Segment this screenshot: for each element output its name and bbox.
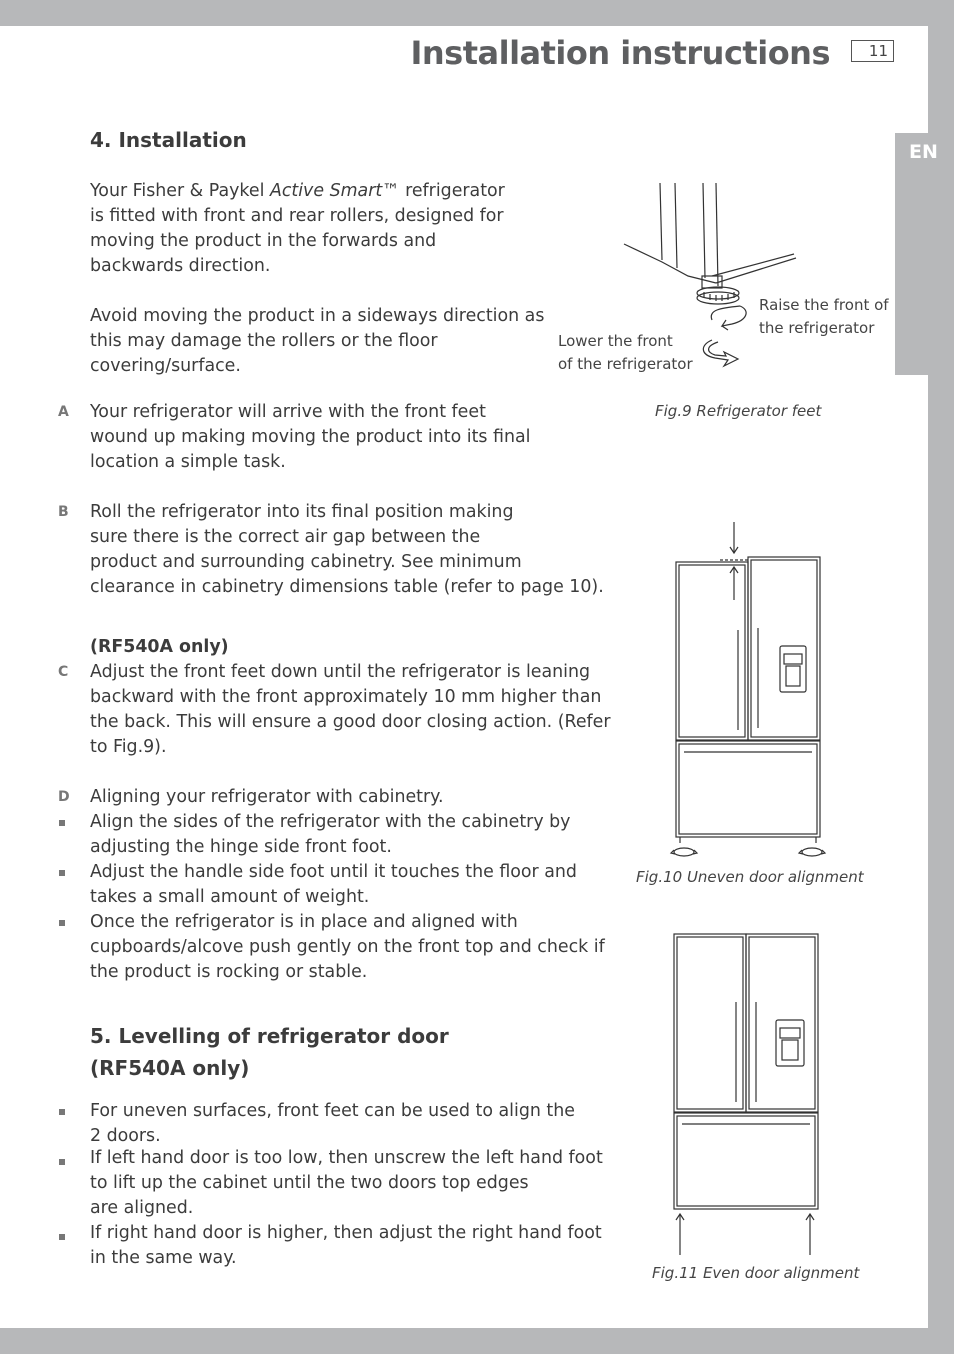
- step-d-text: Aligning your refrigerator with cabinetry.: [90, 787, 444, 807]
- section-4-heading: 4. Installation: [90, 128, 247, 152]
- step-c-marker: C: [58, 664, 69, 680]
- step-d-bullet-3: [90, 910, 605, 985]
- step-a-marker: A: [58, 404, 69, 420]
- bullet-line: 2 doors.: [90, 1126, 161, 1146]
- avoid-line: this may damage the rollers or the floor: [90, 331, 438, 351]
- step-a-line: location a simple task.: [90, 452, 286, 472]
- fig10-caption: Fig.10 Uneven door alignment: [636, 868, 864, 886]
- fig11-caption: Fig.11 Even door alignment: [652, 1264, 860, 1282]
- step-d-bullet-1: [90, 810, 570, 860]
- step-d-bullet-2: [90, 860, 577, 910]
- step-d-marker: D: [58, 789, 70, 805]
- section-5-bullet-1: [90, 1099, 575, 1149]
- step-c-text: [90, 660, 611, 760]
- bullet-marker: [59, 1159, 65, 1165]
- step-c-line: to Fig.9).: [90, 737, 167, 757]
- section-5-bullet-2: [90, 1146, 603, 1221]
- bullet-line: Once the refrigerator is in place and aligned with: [90, 912, 518, 932]
- step-b-line: product and surrounding cabinetry. See minimum: [90, 552, 522, 572]
- bullet-line: in the same way.: [90, 1248, 237, 1268]
- section-5-heading: [90, 1020, 449, 1084]
- intro-suffix: ™ refrigerator: [382, 181, 505, 201]
- step-a-line: Your refrigerator will arrive with the front feet: [90, 402, 486, 422]
- section-5-bullet-3: [90, 1221, 602, 1271]
- language-tab-label: EN: [909, 141, 938, 163]
- step-a-text: [90, 400, 530, 475]
- fig10-uneven-doors-illustration: [670, 520, 830, 865]
- raise-front-line: the refrigerator: [759, 319, 875, 337]
- lower-front-line: Lower the front: [558, 332, 673, 350]
- bullet-line: For uneven surfaces, front feet can be used to align the: [90, 1101, 575, 1121]
- intro-prefix: Your Fisher & Paykel: [90, 181, 270, 201]
- intro-line: backwards direction.: [90, 256, 271, 276]
- top-frame-bar: [0, 0, 954, 26]
- avoid-line: covering/surface.: [90, 356, 241, 376]
- bullet-line: the product is rocking or stable.: [90, 962, 368, 982]
- bullet-marker: [59, 1234, 65, 1240]
- avoid-line: Avoid moving the product in a sideways direction as: [90, 306, 545, 326]
- bullet-line: adjusting the hinge side front foot.: [90, 837, 392, 857]
- bullet-line: Align the sides of the refrigerator with the cabinetry by: [90, 812, 571, 832]
- step-c-line: the back. This will ensure a good door closing action. (Refer: [90, 712, 611, 732]
- raise-front-label: [759, 294, 889, 340]
- bullet-line: If left hand door is too low, then unscrew the left hand foot: [90, 1148, 603, 1168]
- step-c-line: backward with the front approximately 10 mm higher than: [90, 687, 602, 707]
- step-b-text: [90, 500, 604, 600]
- bullet-line: takes a small amount of weight.: [90, 887, 370, 907]
- intro-line: moving the product in the forwards and: [90, 231, 437, 251]
- section-5-heading-line: (RF540A only): [90, 1056, 250, 1080]
- step-b-line: sure there is the correct air gap between the: [90, 527, 481, 547]
- bullet-line: If right hand door is higher, then adjust the right hand foot: [90, 1223, 602, 1243]
- intro-line-1: [90, 179, 505, 204]
- raise-front-line: Raise the front of: [759, 296, 889, 314]
- bullet-line: cupboards/alcove push gently on the front top and check if: [90, 937, 605, 957]
- section-5-heading-line: 5. Levelling of refrigerator door: [90, 1024, 449, 1048]
- fig9-caption: Fig.9 Refrigerator feet: [655, 402, 822, 420]
- bottom-frame-bar: [0, 1328, 954, 1354]
- language-tab: [895, 133, 954, 375]
- bullet-line: are aligned.: [90, 1198, 194, 1218]
- bullet-marker: [59, 920, 65, 926]
- step-c-line: Adjust the front feet down until the refrigerator is leaning: [90, 662, 591, 682]
- intro-paragraph: [90, 179, 505, 279]
- page-title: Installation instructions: [410, 34, 830, 72]
- step-b-marker: B: [58, 504, 69, 520]
- bullet-marker: [59, 870, 65, 876]
- avoid-paragraph: [90, 304, 544, 379]
- lower-front-line: of the refrigerator: [558, 355, 693, 373]
- rf-model-note: (RF540A only): [90, 637, 229, 657]
- lower-front-label: [558, 330, 693, 376]
- bullet-line: to lift up the cabinet until the two doors top edges: [90, 1173, 529, 1193]
- bullet-marker: [59, 820, 65, 826]
- fig11-even-doors-illustration: [668, 930, 828, 1260]
- step-b-line: Roll the refrigerator into its final position making: [90, 502, 514, 522]
- intro-line: is fitted with front and rear rollers, designed for: [90, 206, 504, 226]
- step-a-line: wound up making moving the product into its final: [90, 427, 531, 447]
- bullet-line: Adjust the handle side foot until it touches the floor and: [90, 862, 577, 882]
- page-number: 11: [851, 40, 894, 62]
- bullet-marker: [59, 1109, 65, 1115]
- brand-name: Active Smart: [269, 181, 383, 201]
- step-b-line: clearance in cabinetry dimensions table (refer to page 10).: [90, 577, 604, 597]
